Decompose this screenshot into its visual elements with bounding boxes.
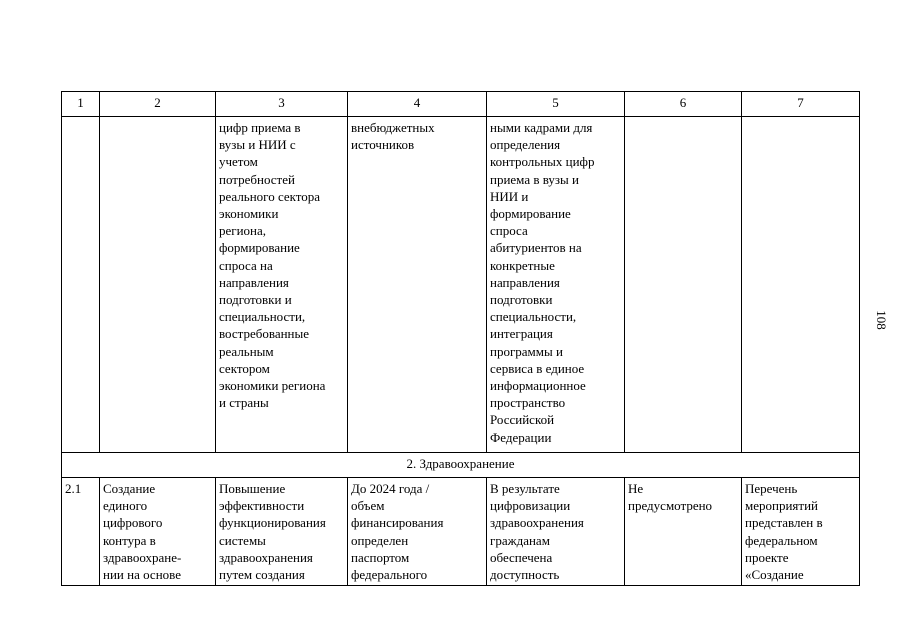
table-header-row	[62, 92, 860, 117]
header-cell: 5	[487, 92, 625, 117]
table-cell: Не предусмотрено	[625, 478, 742, 586]
table-cell	[742, 117, 860, 453]
table-cell: До 2024 года / объем финансирования определен паспортом федерального	[348, 478, 487, 586]
header-cell: 4	[348, 92, 487, 117]
table-cell: цифр приема в вузы и НИИ с учетом потребностей реального сектора экономики региона, формирование спроса на направления подготовки и специальности, востребованные реальным сектором экономики региона и страны	[216, 117, 348, 453]
table-row-continued	[62, 117, 860, 453]
header-cell: 6	[625, 92, 742, 117]
table-cell: Перечень мероприятий представлен в федеральном проекте «Создание	[742, 478, 860, 586]
document-table	[61, 91, 860, 586]
section-row	[62, 453, 860, 478]
table-cell: Повышение эффективности функционирования системы здравоохранения путем создания	[216, 478, 348, 586]
table-cell: В результате цифровизации здравоохранения гражданам обеспечена доступность	[487, 478, 625, 586]
page-number: 108	[874, 310, 889, 330]
section-title: 2. Здравоохранение	[62, 453, 860, 478]
table-cell: Создание единого цифрового контура в здравоохране- нии на основе	[100, 478, 216, 586]
table-cell	[625, 117, 742, 453]
table-cell	[62, 117, 100, 453]
table-cell: ными кадрами для определения контрольных цифр приема в вузы и НИИ и формирование спроса абитуриентов на конкретные направления подготовки специальности, интеграция программы и сервиса в единое информационное пространство Российской Федерации	[487, 117, 625, 453]
header-cell: 1	[62, 92, 100, 117]
table-cell	[100, 117, 216, 453]
header-cell: 3	[216, 92, 348, 117]
header-cell: 7	[742, 92, 860, 117]
header-cell: 2	[100, 92, 216, 117]
table-cell: 2.1	[62, 478, 100, 586]
table-row-2-1	[62, 478, 860, 586]
table-cell: внебюджетных источников	[348, 117, 487, 453]
